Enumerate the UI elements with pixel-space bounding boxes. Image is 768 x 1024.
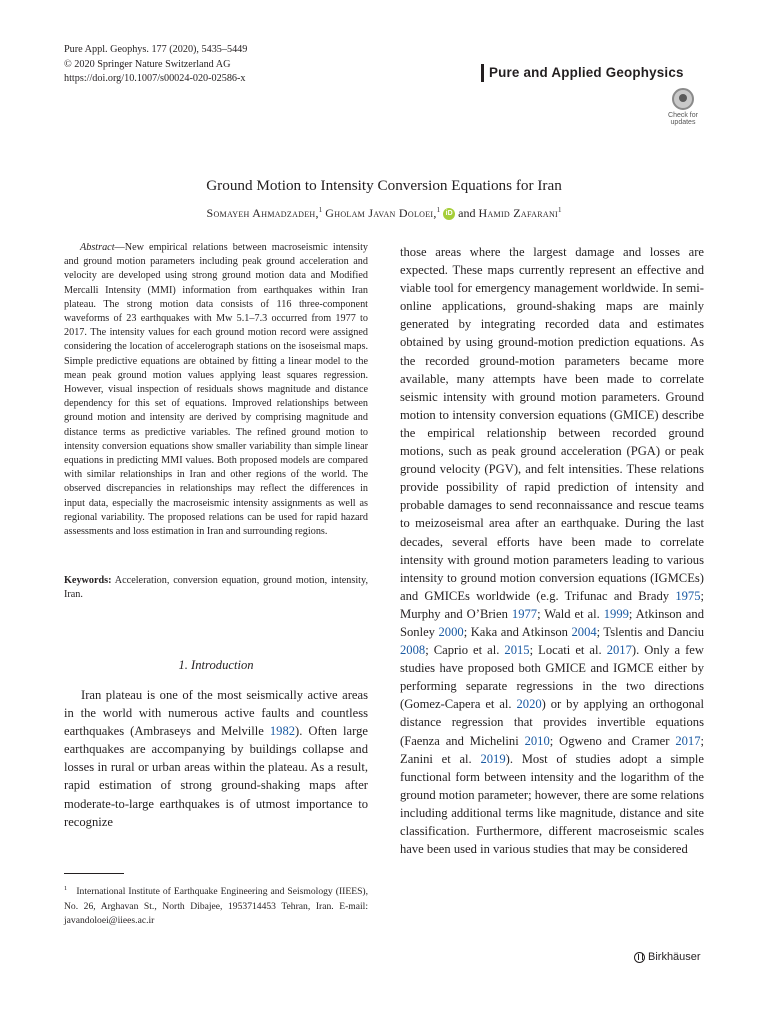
affiliation-marker: 1 [318, 206, 323, 214]
citation-link[interactable]: 2008 [400, 643, 426, 658]
body-text: ; Locati et al. [529, 643, 607, 658]
publisher-name: Birkhäuser [648, 951, 701, 963]
citation-link[interactable]: 2017 [675, 733, 701, 748]
badge-label-1: Check for [668, 112, 698, 119]
citation-link[interactable]: 2015 [504, 643, 530, 658]
birkhauser-icon [634, 952, 645, 963]
abstract-label: Abstract [80, 242, 115, 253]
affiliation-marker: 1 [436, 206, 441, 214]
author-connector: and [458, 206, 476, 220]
body-text: ; Zanini et al. [400, 733, 704, 766]
section-heading: 1. Introduction [178, 658, 254, 672]
author-name: Gholam Javan Doloei, [325, 206, 437, 220]
body-text: ; Atkinson and Sonley [400, 606, 704, 639]
body-text: ; Caprio et al. [425, 643, 505, 658]
affiliation-footnote [64, 882, 368, 928]
body-text: ; Tslentis and Danciu [596, 624, 704, 639]
keywords [64, 574, 368, 602]
badge-label-2: updates [670, 119, 696, 126]
intro-paragraph [64, 686, 368, 831]
keywords-label: Keywords: [64, 575, 112, 586]
check-for-updates-badge[interactable] [664, 88, 702, 128]
body-text: ). Most of studies adopt a simple functional form between intensity and the logarithm of the ground motion parameter; however, there are some relations including additional terms like magnitude, distance and site classification. Furthermore, different macroseismic scales have been used in various studies that may be considered [400, 751, 704, 857]
citation-link[interactable]: 2020 [516, 697, 542, 712]
citation-link[interactable]: 1999 [603, 606, 629, 621]
check-for-updates-icon [672, 88, 694, 110]
body-text: ; Wald et al. [537, 606, 604, 621]
abstract [64, 241, 368, 539]
citation-link[interactable]: 1977 [511, 606, 538, 621]
affiliation-marker: 1 [558, 206, 562, 214]
citation-line: Pure Appl. Geophys. 177 (2020), 5435–5449 [64, 44, 248, 55]
body-text: ; Murphy and O’Brien [400, 588, 704, 621]
citation-link[interactable]: 2004 [571, 624, 597, 639]
citation-link[interactable]: 1975 [675, 588, 701, 603]
body-text: those areas where the largest damage and losses are expected. These maps currently represent an effective and viable tool for emergency management worldwide. In semi-online applications, ground-shaking maps are mainly generated by integrating recorded data and estimates obtained by using ground-motion prediction equations. As the recorded ground-motion parameters became more available, many attempts have been made to correlate seismic intensity with ground motion parameters. Ground motion to intensity conversion equations (GMICE) describe the empirical relationship between recorded ground motions, such as peak ground acceleration (PGA) or peak ground velocity (PGV), and felt intensities. These relations provide possibility of rapid prediction of intensity and probable damages to send reconnaissance and rescue teams to meizoseismal area after an earthquake. During the last decades, several efforts have been made to correlate intensity with ground motion parameters leading to various intensity to ground motion conversion equations (IGMCEs) and GMICEs worldwide (e.g. Trifunac and Brady [400, 245, 704, 603]
body-text: ). Often large earthquakes are accompanying by buildings collapse and losses in rural or urban areas within the plateau. As a result, rapid estimation of strong ground-shaking maps after moderate-to-large earthquakes is of utmost importance to recognize [64, 724, 368, 829]
doi-link[interactable]: https://doi.org/10.1007/s00024-020-02586-x [64, 73, 246, 85]
author-name: Hamid Zafarani [478, 206, 558, 220]
citation-link[interactable]: 2000 [438, 624, 464, 639]
article-title: Ground Motion to Intensity Conversion Equations for Iran [206, 177, 562, 194]
copyright-line: © 2020 Springer Nature Switzerland AG [64, 58, 231, 70]
author-name: Somayeh Ahmadzadeh, [206, 206, 319, 220]
orcid-icon[interactable]: iD [443, 208, 455, 220]
citation-link[interactable]: 2019 [480, 751, 506, 766]
citation-link[interactable]: 2010 [524, 733, 550, 748]
publisher-logo [634, 951, 701, 963]
footnote-text: International Institute of Earthquake Engineering and Seismology (IIEES), No. 26, Arghavan St., North Dibajee, 1953714453 Tehran, Iran. E-mail: javandoloei@iiees.ac.ir [64, 886, 368, 926]
right-column-text [400, 243, 704, 858]
footnote-marker: 1 [64, 885, 68, 892]
citation-link[interactable]: 1982 [269, 724, 296, 739]
body-text: Iran plateau is one of the most seismically active areas in the world with numerous active faults and countless earthquakes (Ambraseys and Melville [64, 688, 368, 739]
body-text: ). Only a few studies have proposed both GMICE and IGMCE either by performing separate regressions in the two directions (Gomez-Capera et al. [400, 643, 704, 712]
footnote-divider [64, 873, 124, 874]
abstract-text: —New empirical relations between macroseismic intensity and ground motion parameters including peak ground acceleration and velocity are developed using strong ground motion data and Modified Mercalli Intensity (MMI) information from earthquakes within Iran plateau. The strong motion data consists of 116 three-component waveforms of 23 earthquakes with Mw 5.1–7.3 occurred from 1977 to 2017. The intensity values for each ground motion record were assigned considering the location of accelerograph stations on the isoseismal maps. Simple predictive equations are obtained by fitting a linear model to the mean peak ground motion values applying least squares regression. However, visual inspection of residuals shows magnitude and distance dependency for this set of equations. Improved relationships between ground motion and intensity are derived by comprising magnitude and distance terms as predictive variables. The refined ground motion to intensity conversion equations show smaller variability than simple linear equations in predicting MMI values. Both proposed models are compared with similar relationships in Iran and other regions of the world. The observed discrepancies in relationships may reflect the differences in input data, especially the macroseismic intensity assignments as well as regional variability. The proposed relations can be used for rapid hazard assessments and loss estimation in Iran and surrounding regions. [64, 242, 368, 538]
body-text: ; Kaka and Atkinson [463, 624, 572, 639]
citation-link[interactable]: 2017 [606, 643, 632, 658]
author-list [0, 206, 768, 221]
body-text: ; Ogweno and Cramer [549, 733, 676, 748]
citation-block [64, 43, 247, 87]
keywords-text: Acceleration, conversion equation, ground motion, intensity, Iran. [64, 575, 368, 601]
body-text: ) or by applying an orthogonal distance regression that provides invertible equations (Faenza and Michelini [400, 697, 704, 748]
journal-name: Pure and Applied Geophysics [481, 64, 703, 82]
